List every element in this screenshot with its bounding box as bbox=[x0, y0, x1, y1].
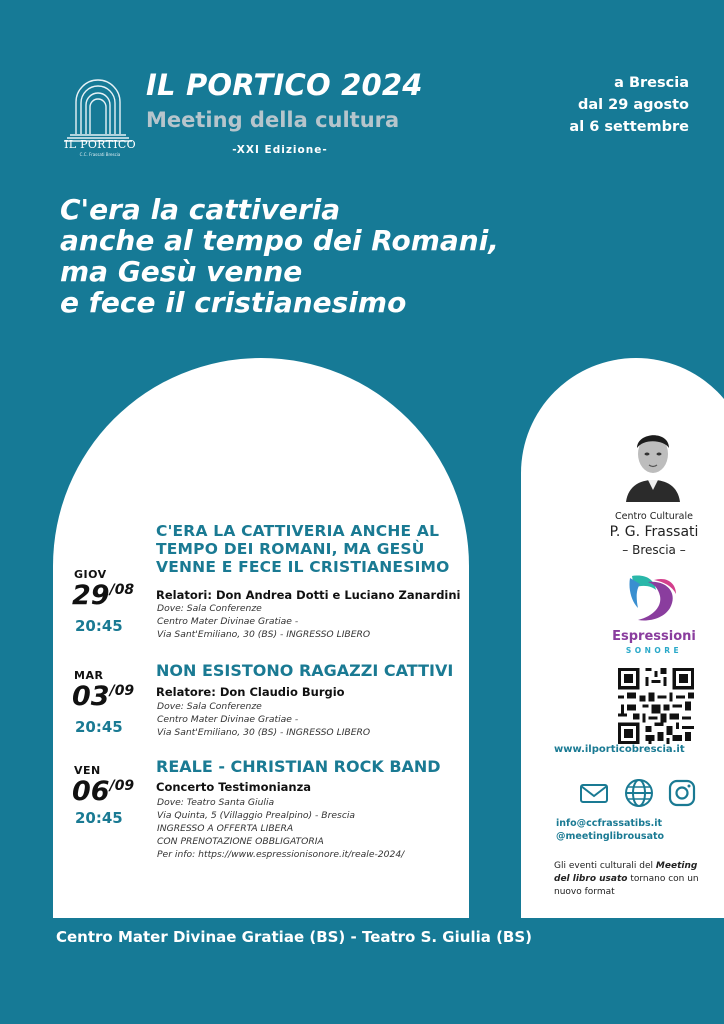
espressioni-sonore-logo bbox=[624, 572, 680, 626]
frassati-portrait-image bbox=[622, 418, 684, 502]
event-2-date bbox=[72, 681, 134, 712]
date-day: 03 bbox=[72, 681, 110, 712]
event-1-speakers: Relatori: Don Andrea Dotti e Luciano Zanardini bbox=[156, 588, 461, 602]
detail-line: Via Quinta, 5 (Villaggio Prealpino) - Brescia bbox=[157, 810, 356, 821]
website-link[interactable]: www.ilporticobrescia.it bbox=[554, 744, 685, 755]
detail-line: Dove: Sala Conferenze bbox=[157, 603, 262, 614]
event-1-time: 20:45 bbox=[75, 617, 123, 635]
place-line: al 6 settembre bbox=[569, 119, 689, 135]
headline-line: C'era la cattiveria bbox=[60, 193, 341, 226]
headline-line: e fece il cristianesimo bbox=[60, 286, 407, 319]
event-3-time: 20:45 bbox=[75, 809, 123, 827]
place-line: dal 29 agosto bbox=[577, 97, 689, 113]
event-3-details bbox=[157, 796, 404, 861]
date-month: /09 bbox=[109, 778, 135, 794]
event-2-title bbox=[156, 662, 453, 680]
event-1-day: GIOV bbox=[74, 568, 107, 581]
date-day: 29 bbox=[72, 580, 110, 611]
title-line: VENNE E FECE IL CRISTIANESIMO bbox=[156, 558, 450, 576]
detail-line[interactable]: Per info: https://www.espressionisonore.it/reale-2024/ bbox=[157, 849, 405, 860]
event-3-date bbox=[72, 776, 134, 807]
detail-line: INGRESSO A OFFERTA LIBERA bbox=[157, 823, 294, 834]
event-2-details bbox=[157, 700, 370, 739]
frassati-name: P. G. Frassati bbox=[609, 524, 699, 540]
date-month: /08 bbox=[109, 582, 135, 598]
date-day: 06 bbox=[72, 776, 110, 807]
logo-subtitle: C.C. Frassati Brescia bbox=[79, 152, 121, 157]
sonore-label: SONORE bbox=[625, 646, 683, 655]
email-link[interactable]: info@ccfrassatibs.it bbox=[556, 818, 663, 829]
date-month: /09 bbox=[109, 683, 135, 699]
footer-venues: Centro Mater Divinae Gratiae (BS) - Teatro S. Giulia (BS) bbox=[56, 928, 533, 946]
headline-line: ma Gesù venne bbox=[60, 255, 303, 288]
event-3-title bbox=[156, 758, 441, 776]
headline bbox=[60, 194, 499, 318]
event-3-day: VEN bbox=[74, 764, 101, 777]
place-line: a Brescia bbox=[614, 75, 689, 91]
logo-name: IL PORTICO bbox=[64, 138, 136, 151]
edition: -XXI Edizione- bbox=[232, 144, 328, 156]
note-text: Gli eventi culturali del bbox=[554, 861, 656, 871]
brescia-label: – Brescia – bbox=[622, 543, 686, 557]
note-bold: Meeting del libro usato bbox=[554, 861, 698, 884]
espressioni-label: Espressioni bbox=[612, 629, 696, 644]
detail-line: Via Sant'Emiliano, 30 (BS) - INGRESSO LIBERO bbox=[157, 629, 371, 640]
detail-line: Dove: Sala Conferenze bbox=[157, 701, 262, 712]
event-1-date bbox=[72, 580, 134, 611]
detail-line: Centro Mater Divinae Gratiae - bbox=[157, 714, 299, 725]
social-handle[interactable]: @meetinglibrousato bbox=[556, 831, 665, 842]
detail-line: Via Sant'Emiliano, 30 (BS) - INGRESSO LIBERO bbox=[157, 727, 371, 738]
event-3-speakers: Concerto Testimonianza bbox=[156, 780, 312, 794]
event-1-details bbox=[157, 602, 370, 641]
headline-line: anche al tempo dei Romani, bbox=[60, 224, 499, 257]
detail-line: Dove: Teatro Santa Giulia bbox=[157, 797, 275, 808]
event-title: IL PORTICO 2024 bbox=[146, 68, 423, 102]
event-1-title bbox=[156, 522, 450, 576]
contacts bbox=[556, 817, 664, 843]
globe-icon[interactable] bbox=[623, 777, 655, 809]
event-2-speakers: Relatore: Don Claudio Burgio bbox=[156, 685, 345, 699]
title-line: REALE - CHRISTIAN ROCK BAND bbox=[156, 757, 441, 776]
note-text: tornano con un nuovo format bbox=[554, 874, 699, 897]
event-2-day: MAR bbox=[74, 669, 104, 682]
mail-icon[interactable] bbox=[578, 777, 610, 809]
title-line: NON ESISTONO RAGAZZI CATTIVI bbox=[156, 661, 454, 680]
detail-line: Centro Mater Divinae Gratiae - bbox=[157, 616, 299, 627]
title-line: TEMPO DEI ROMANI, MA GESÙ bbox=[156, 540, 425, 558]
qr-code[interactable] bbox=[618, 668, 694, 744]
centro-culturale-label: Centro Culturale bbox=[614, 511, 693, 522]
event-2-time: 20:45 bbox=[75, 718, 123, 736]
place-dates bbox=[569, 72, 689, 138]
title-line: C'ERA LA CATTIVERIA ANCHE AL bbox=[156, 522, 440, 540]
instagram-icon[interactable] bbox=[666, 777, 698, 809]
format-note bbox=[554, 860, 714, 899]
detail-line: CON PRENOTAZIONE OBBLIGATORIA bbox=[157, 836, 324, 847]
event-subtitle: Meeting della cultura bbox=[146, 108, 400, 132]
